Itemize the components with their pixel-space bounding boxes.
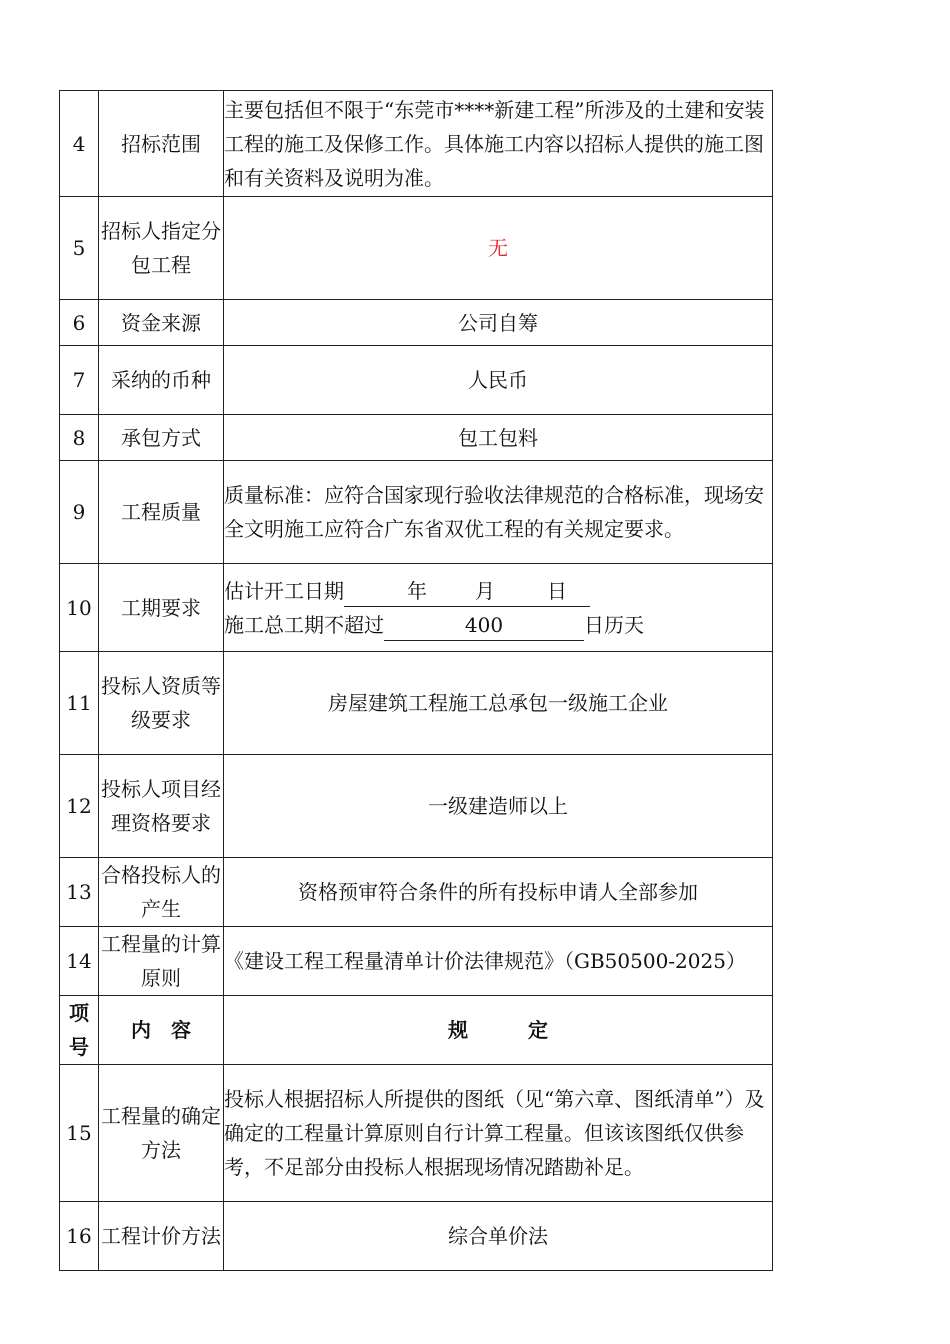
row-item: 工程量的计算原则 <box>99 927 224 996</box>
row-content: 包工包料 <box>224 415 773 461</box>
row-content: 一级建造师以上 <box>224 755 773 858</box>
row-number: 16 <box>60 1202 99 1271</box>
start-date-blank <box>344 576 590 607</box>
row-item: 工期要求 <box>99 564 224 652</box>
start-date-label: 估计开工日期 <box>224 578 344 603</box>
day-label: 日 <box>547 578 567 603</box>
table-row <box>60 927 773 996</box>
row-number: 9 <box>60 461 99 564</box>
row-content: 投标人根据招标人所提供的图纸（见“第六章、图纸清单”）及确定的工程量计算原则自行计算工程量。但该该图纸仅供参考，不足部分由投标人根据现场情况踏勘补足。 <box>224 1065 773 1202</box>
row-item: 招标人指定分包工程 <box>99 197 224 300</box>
table-row <box>60 346 773 415</box>
table-row <box>60 1202 773 1271</box>
period-unit: 日历天 <box>584 612 644 637</box>
row-number: 13 <box>60 858 99 927</box>
table-row <box>60 755 773 858</box>
row-content: 质量标准：应符合国家现行验收法律规范的合格标准，现场安全文明施工应符合广东省双优工程的有关规定要求。 <box>224 461 773 564</box>
row-content: 无 <box>224 197 773 300</box>
header-content: 规 定 <box>224 996 773 1065</box>
row-content: 综合单价法 <box>224 1202 773 1271</box>
row-number: 12 <box>60 755 99 858</box>
row-number: 10 <box>60 564 99 652</box>
row-number: 15 <box>60 1065 99 1202</box>
row-item: 投标人项目经理资格要求 <box>99 755 224 858</box>
period-line <box>224 608 772 642</box>
row-content: 主要包括但不限于“东莞市****新建工程”所涉及的土建和安装工程的施工及保修工作。具体施工内容以招标人提供的施工图和有关资料及说明为准。 <box>224 91 773 197</box>
table-row <box>60 415 773 461</box>
table-row <box>60 858 773 927</box>
row-item: 合格投标人的产生 <box>99 858 224 927</box>
row-content: 《建设工程工程量清单计价法律规范》（GB50500-2025） <box>224 927 773 996</box>
row-content: 人民币 <box>224 346 773 415</box>
row-item: 资金来源 <box>99 300 224 346</box>
table-row <box>60 300 773 346</box>
table-row <box>60 461 773 564</box>
schedule-content <box>224 564 773 652</box>
row-number: 8 <box>60 415 99 461</box>
row-number: 4 <box>60 91 99 197</box>
year-label: 年 <box>407 578 427 603</box>
period-label: 施工总工期不超过 <box>224 612 384 637</box>
row-content: 公司自筹 <box>224 300 773 346</box>
row-number: 11 <box>60 652 99 755</box>
row-number: 6 <box>60 300 99 346</box>
tender-info-table <box>59 90 773 1271</box>
row-item: 承包方式 <box>99 415 224 461</box>
table-row <box>60 91 773 197</box>
row-item: 工程量的确定方法 <box>99 1065 224 1202</box>
row-item: 采纳的币种 <box>99 346 224 415</box>
row-content: 房屋建筑工程施工总承包一级施工企业 <box>224 652 773 755</box>
table-row <box>60 652 773 755</box>
table-row <box>60 564 773 652</box>
row-content: 资格预审符合条件的所有投标申请人全部参加 <box>224 858 773 927</box>
row-number: 5 <box>60 197 99 300</box>
row-item: 招标范围 <box>99 91 224 197</box>
row-item: 投标人资质等级要求 <box>99 652 224 755</box>
table-row <box>60 1065 773 1202</box>
row-item: 工程质量 <box>99 461 224 564</box>
row-item: 工程计价方法 <box>99 1202 224 1271</box>
header-item: 内 容 <box>99 996 224 1065</box>
header-number: 项号 <box>60 996 99 1065</box>
table-header-row <box>60 996 773 1065</box>
period-value: 400 <box>384 610 584 641</box>
row-number: 7 <box>60 346 99 415</box>
table-row <box>60 197 773 300</box>
start-date-line <box>224 574 772 608</box>
row-number: 14 <box>60 927 99 996</box>
month-label: 月 <box>475 578 495 603</box>
